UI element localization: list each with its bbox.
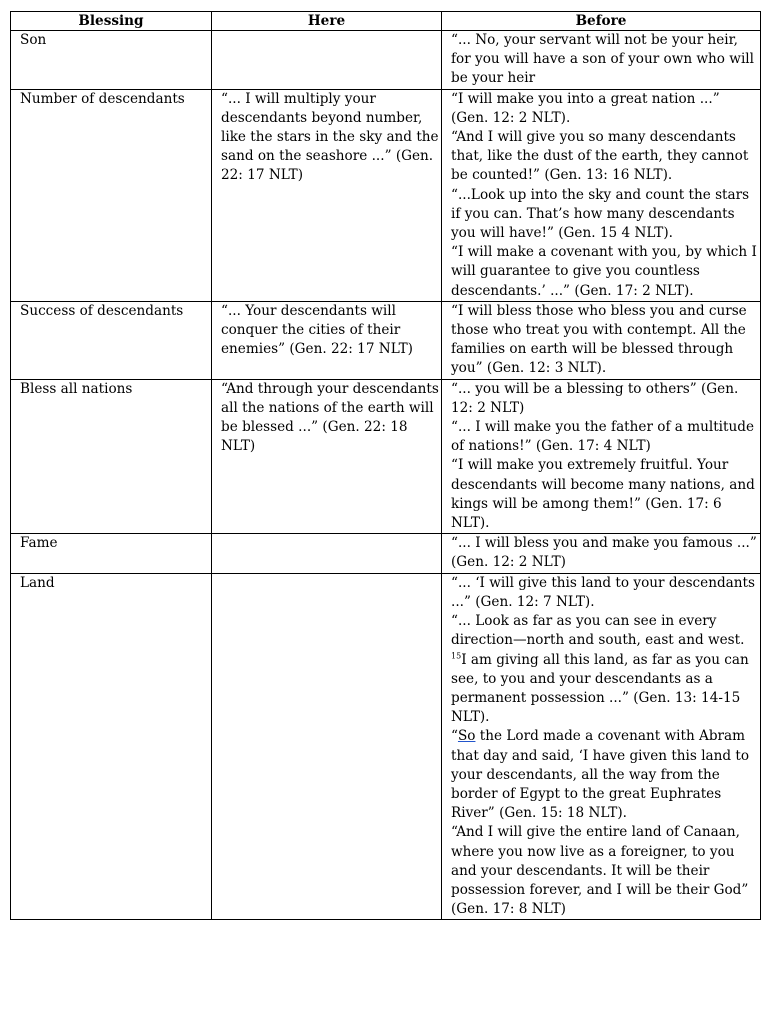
quote <box>451 727 760 823</box>
blessing-cell: Son <box>11 31 212 90</box>
table-row <box>11 379 761 534</box>
quote-text: the Lord made a covenant with Abram that day and said, ‘I have given this land to your descendants, all the way from the border of Egypt to the great Euphrates River” (Gen. 15: 18 NLT). <box>451 728 750 822</box>
quote-text: “ <box>451 728 458 745</box>
spellcheck-underlined-word: So <box>457 728 476 745</box>
quote: “... No, your servant will not be your heir, for you will have a son of your own who will be your heir <box>451 32 754 87</box>
blessing-cell: Number of descendants <box>11 89 212 301</box>
quote: “I will make you extremely fruitful. Your descendants will become many nations, and kings will be among them!” (Gen. 17: 6 NLT). <box>451 457 755 532</box>
header-here: Here <box>212 12 442 31</box>
before-cell <box>442 301 761 379</box>
table-row <box>11 89 761 301</box>
quote: “And I will give you so many descendants that, like the dust of the earth, they cannot be counted!” (Gen. 13: 16 NLT). <box>451 129 749 184</box>
blessing-cell: Bless all nations <box>11 379 212 534</box>
table-row <box>11 573 761 920</box>
table-row <box>11 534 761 573</box>
before-cell <box>442 379 761 534</box>
here-cell: “... Your descendants will conquer the cities of their enemies” (Gen. 22: 17 NLT) <box>212 301 442 379</box>
here-cell <box>212 534 442 573</box>
header-blessing: Blessing <box>11 12 212 31</box>
header-before: Before <box>442 12 761 31</box>
here-cell: “... I will multiply your descendants beyond number, like the stars in the sky and the sand on the seashore ...” (Gen. 22: 17 NLT) <box>212 89 442 301</box>
here-cell <box>212 573 442 920</box>
quote: “... I will bless you and make you famous ...” (Gen. 12: 2 NLT) <box>451 535 757 571</box>
blessings-table <box>10 11 761 920</box>
here-cell <box>212 31 442 90</box>
quote: “... I will make you the father of a multitude of nations!” (Gen. 17: 4 NLT) <box>451 419 754 455</box>
quote <box>451 612 760 727</box>
blessing-cell: Land <box>11 573 212 920</box>
quote: “... you will be a blessing to others” (Gen. 12: 2 NLT) <box>451 380 739 416</box>
before-cell <box>442 534 761 573</box>
before-cell <box>442 573 761 920</box>
before-cell <box>442 31 761 90</box>
quote: “And I will give the entire land of Canaan, where you now live as a foreigner, to you and your descendants. It will be their possession forever, and I will be their God” (Gen. 17: 8 NLT) <box>451 824 749 918</box>
table-row <box>11 31 761 90</box>
quote: “...Look up into the sky and count the stars if you can. That’s how many descendants you will have!” (Gen. 15 4 NLT). <box>451 186 750 242</box>
quote: “I will make a covenant with you, by which I will guarantee to give you countless descendants.’ ...” (Gen. 17: 2 NLT). <box>451 244 757 299</box>
quote-text: “... Look as far as you can see in every direction—north and south, east and west. <box>451 613 745 649</box>
quote: “I will make you into a great nation ...” (Gen. 12: 2 NLT). <box>451 90 720 126</box>
blessing-cell: Fame <box>11 534 212 573</box>
quote: “I will bless those who bless you and curse those who treat you with contempt. All the families on earth will be blessed through you” (Gen. 12: 3 NLT). <box>451 302 747 377</box>
header-row <box>11 12 761 31</box>
verse-number: 15 <box>451 650 462 660</box>
here-cell: “And through your descendants all the nations of the earth will be blessed ...” (Gen. 22: 18 NLT) <box>212 379 442 534</box>
quote: “... ‘I will give this land to your descendants ...” (Gen. 12: 7 NLT). <box>451 574 755 610</box>
before-cell <box>442 89 761 301</box>
blessing-cell: Success of descendants <box>11 301 212 379</box>
quote-text: I am giving all this land, as far as you can see, to you and your descendants as a permanent possession ...” (Gen. 13: 14-15 NLT). <box>451 651 749 726</box>
table-row <box>11 301 761 379</box>
